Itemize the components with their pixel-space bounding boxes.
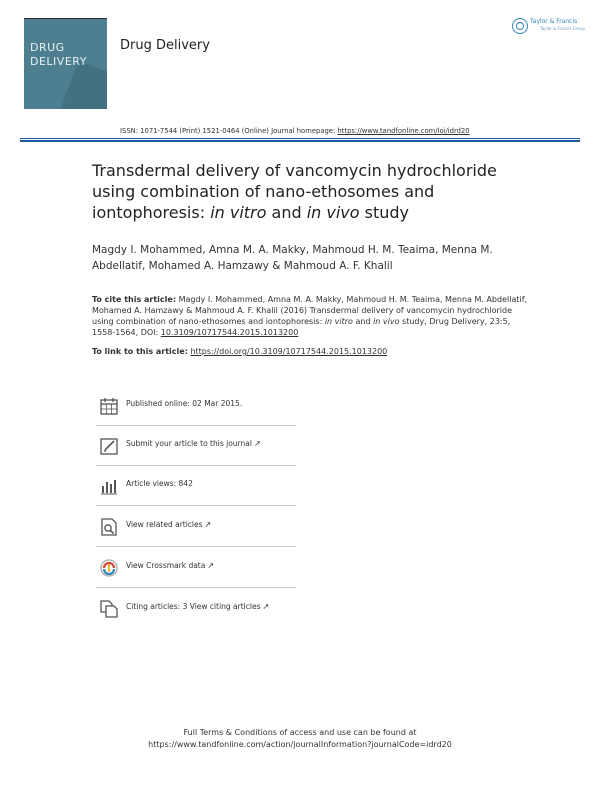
published-online-row	[96, 392, 296, 420]
article-views-label: Article views: 842	[126, 479, 193, 488]
row-divider	[96, 465, 296, 466]
crossmark-icon	[99, 558, 119, 578]
footer-terms-line: Full Terms & Conditions of access and use can be found at	[183, 728, 417, 737]
related-articles-icon	[99, 517, 119, 537]
external-link-icon: ↗	[204, 520, 212, 529]
publisher-logo-subtext: Taylor & Francis Group	[540, 26, 585, 31]
issn-line	[120, 127, 470, 135]
doi-link[interactable]: 10.3109/10717544.2015.1013200	[160, 328, 299, 337]
journal-homepage-link[interactable]: https://www.tandfonline.com/loi/idrd20	[337, 127, 470, 135]
publisher-logo[interactable]	[510, 16, 585, 38]
external-link-icon: ↗	[262, 602, 270, 611]
journal-cover	[24, 18, 107, 109]
article-title: Transdermal delivery of vancomycin hydrochloride using combination of nano-ethosomes and iontophoresis: in vitro and in vivo study	[92, 161, 497, 222]
bar-chart-icon	[99, 476, 119, 496]
external-link-icon: ↗	[207, 561, 215, 570]
publisher-logo-icon	[512, 18, 528, 34]
article-views-row	[96, 472, 296, 500]
cover-title-line1: DRUG	[30, 41, 65, 54]
header-divider-thick	[20, 140, 580, 142]
article-doi-url[interactable]: https://doi.org/10.3109/10717544.2015.1013200	[190, 347, 388, 356]
related-articles-row[interactable]	[96, 513, 296, 541]
row-divider	[96, 546, 296, 547]
submit-article-label[interactable]: Submit your article to this journal ↗	[126, 439, 261, 448]
external-link-icon: ↗	[253, 439, 261, 448]
citing-articles-row[interactable]	[96, 595, 296, 623]
citation-block: To cite this article: Magdy I. Mohammed, Amna M. A. Makky, Mahmoud H. M. Teaima, Menna M. Abdellatif, Mohamed A. Hamzawy & Mahmoud A. F. Khalil (2016) Transdermal delivery of vancomycin hydrochloride using combination of nano-ethosomes and iontophoresis: in vitro and in vivo study, Drug Delivery, 23:5, 1558-1564, DOI: 10.3109/10717544.2015.1013200	[92, 295, 528, 337]
row-divider	[96, 425, 296, 426]
issn-text: ISSN: 1071-7544 (Print) 1521-0464 (Online) Journal homepage:	[120, 127, 338, 135]
article-authors: Magdy I. Mohammed, Amna M. A. Makky, Mahmoud H. M. Teaima, Menna M. Abdellatif, Mohamed A. Hamzawy & Mahmoud A. F. Khalil	[92, 244, 493, 272]
related-articles-label[interactable]: View related articles ↗	[126, 520, 212, 529]
journal-name[interactable]: Drug Delivery	[120, 38, 210, 53]
cover-title-line2: DELIVERY	[30, 55, 87, 68]
row-divider	[96, 587, 296, 588]
calendar-icon	[99, 396, 119, 416]
header-divider-thin	[20, 138, 580, 139]
submit-article-icon	[99, 436, 119, 456]
crossmark-row[interactable]	[96, 554, 296, 582]
citing-articles-label[interactable]: Citing articles: 3 View citing articles ↗	[126, 602, 270, 611]
footer-terms	[0, 727, 600, 751]
published-online-label: Published online: 02 Mar 2015.	[126, 399, 243, 408]
citing-articles-icon	[99, 599, 119, 619]
cite-label: To cite this article:	[92, 295, 177, 304]
publisher-logo-text: Taylor & Francis	[530, 18, 578, 25]
footer-terms-url[interactable]: https://www.tandfonline.com/action/journalInformation?journalCode=idrd20	[148, 740, 452, 749]
link-label: To link to this article:	[92, 347, 188, 356]
crossmark-label[interactable]: View Crossmark data ↗	[126, 561, 215, 570]
article-link-line	[92, 347, 532, 356]
row-divider	[96, 505, 296, 506]
submit-article-row[interactable]	[96, 432, 296, 460]
